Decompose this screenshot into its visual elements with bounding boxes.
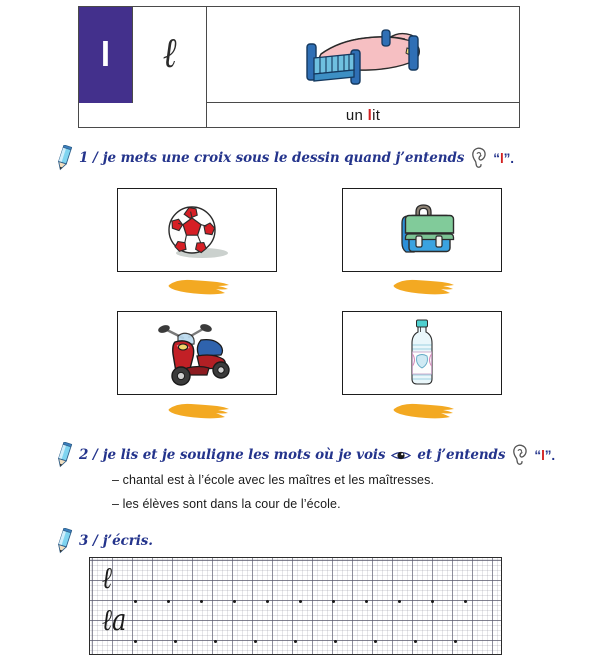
writing-model-syllable: ℓa bbox=[102, 603, 127, 638]
writing-start-dot bbox=[299, 600, 302, 603]
header-word bbox=[346, 107, 380, 124]
writing-start-dot bbox=[332, 600, 335, 603]
exercise-2-quote-letter: l bbox=[541, 447, 545, 463]
reading-sentence-2[interactable]: – les élèves sont dans la cour de l’école. bbox=[112, 497, 341, 511]
letter-cursive-cell bbox=[133, 7, 207, 103]
letter-print-glyph: l bbox=[100, 36, 111, 74]
writing-start-dot bbox=[365, 600, 368, 603]
pencil-icon bbox=[54, 145, 74, 171]
letter-cursive-glyph: ℓ bbox=[162, 28, 177, 77]
exercise-2-number: 2 / bbox=[79, 447, 98, 463]
writing-start-dot bbox=[134, 600, 137, 603]
picture-box-scooter[interactable] bbox=[117, 311, 277, 395]
school-satchel-icon bbox=[386, 198, 458, 262]
brush-stroke-answer-2[interactable] bbox=[392, 276, 456, 298]
exercise-2-quote-close: ”. bbox=[544, 447, 556, 463]
writing-start-dot bbox=[167, 600, 170, 603]
reading-sentence-1[interactable]: – chantal est à l’école avec les maîtres et les maîtresses. bbox=[112, 473, 435, 487]
exercise-2-quote-open: “ bbox=[534, 447, 542, 463]
letter-header-table bbox=[78, 6, 520, 128]
ear-icon bbox=[470, 147, 487, 169]
header-picture-cell bbox=[207, 7, 519, 103]
exercise-3-number: 3 / bbox=[79, 533, 98, 549]
exercise-1-quote-open: “ bbox=[493, 150, 500, 166]
writing-start-dot bbox=[266, 600, 269, 603]
picture-box-soccer-ball[interactable] bbox=[117, 188, 277, 272]
header-word-suffix: it bbox=[372, 106, 381, 124]
brush-stroke-answer-4[interactable] bbox=[392, 400, 456, 422]
writing-start-dot bbox=[294, 640, 297, 643]
writing-start-dot bbox=[200, 600, 203, 603]
writing-start-dot bbox=[431, 600, 434, 603]
writing-start-dot bbox=[374, 640, 377, 643]
writing-start-dot bbox=[174, 640, 177, 643]
header-word-cell bbox=[207, 103, 519, 127]
ear-icon bbox=[511, 444, 528, 466]
exercise-1-text: je mets une croix sous le dessin quand j’entends bbox=[102, 150, 465, 166]
writing-practice-grid[interactable] bbox=[89, 557, 502, 655]
writing-start-dot bbox=[233, 600, 236, 603]
exercise-3-text: j’écris. bbox=[102, 533, 153, 549]
exercise-1-quote-letter: l bbox=[499, 150, 504, 166]
instruction-exercise-1 bbox=[72, 145, 514, 171]
writing-start-dot bbox=[334, 640, 337, 643]
soccer-ball-icon bbox=[156, 199, 238, 261]
picture-box-water-bottle[interactable] bbox=[342, 311, 502, 395]
header-word-prefix: un bbox=[345, 106, 368, 124]
exercise-1-quote-close: ”. bbox=[503, 150, 514, 166]
eye-icon bbox=[391, 449, 411, 462]
exercise-2-quote bbox=[534, 448, 555, 463]
brush-stroke-answer-1[interactable] bbox=[167, 276, 231, 298]
exercise-2-text-entends: et j’entends bbox=[417, 447, 506, 463]
brush-stroke-answer-3[interactable] bbox=[167, 400, 231, 422]
writing-start-dot bbox=[414, 640, 417, 643]
pencil-icon bbox=[54, 528, 74, 554]
instruction-exercise-2 bbox=[72, 442, 555, 468]
writing-model-letter: ℓ bbox=[102, 561, 112, 596]
exercise-2-text-vois: je lis et je souligne les mots où je vois bbox=[102, 447, 386, 463]
writing-start-dot bbox=[214, 640, 217, 643]
writing-start-dot bbox=[464, 600, 467, 603]
writing-start-dot bbox=[454, 640, 457, 643]
header-empty-cell bbox=[79, 103, 207, 127]
exercise-1-quote bbox=[493, 151, 514, 166]
instruction-exercise-3 bbox=[72, 528, 153, 554]
letter-print-cell bbox=[79, 7, 133, 103]
picture-box-school-satchel[interactable] bbox=[342, 188, 502, 272]
bed-illustration bbox=[297, 24, 429, 86]
pencil-icon bbox=[54, 442, 74, 468]
scooter-icon bbox=[145, 318, 249, 388]
exercise-1-number: 1 / bbox=[79, 150, 98, 166]
writing-start-dot bbox=[398, 600, 401, 603]
writing-start-dot bbox=[254, 640, 257, 643]
writing-start-dot bbox=[134, 640, 137, 643]
header-word-highlight: l bbox=[367, 106, 373, 124]
water-bottle-icon bbox=[405, 318, 439, 388]
